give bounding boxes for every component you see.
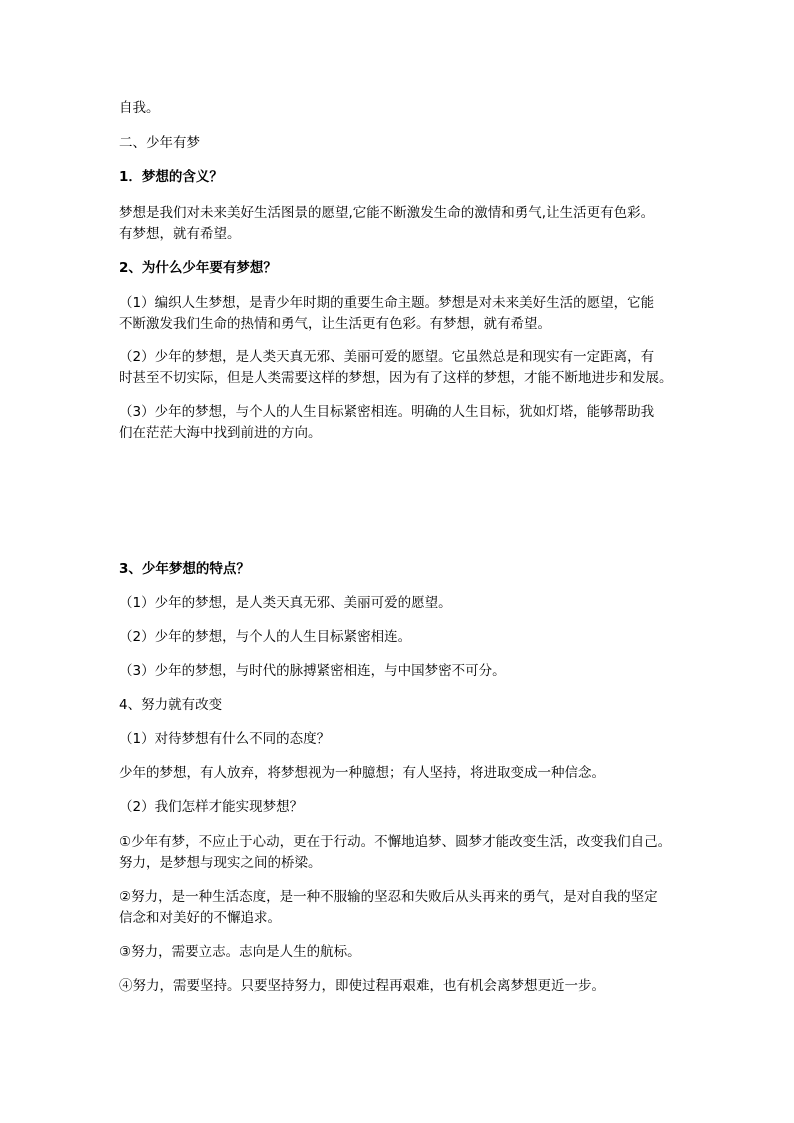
paragraph-line: 时甚至不切实际，但是人类需要这样的梦想，因为有了这样的梦想，才能不断地进步和发展。 (119, 370, 673, 386)
paragraph-line: （1）编织人生梦想，是青少年时期的重要生命主题。梦想是对未来美好生活的愿望，它能 (119, 295, 655, 311)
question-heading: 1．梦想的含义？ (119, 169, 223, 185)
sub-heading: （1）对待梦想有什么不同的态度？ (119, 731, 331, 747)
paragraph-line: 不断激发我们生命的热情和勇气，让生活更有色彩。有梦想，就有希望。 (119, 316, 551, 332)
question-heading: 3、少年梦想的特点？ (119, 561, 250, 577)
question-heading: 2、为什么少年要有梦想？ (119, 260, 277, 276)
paragraph-line: 们在茫茫大海中找到前进的方向。 (119, 425, 322, 441)
paragraph-line: 少年的梦想，有人放弃，将梦想视为一种臆想；有人坚持，将进取变成一种信念。 (119, 765, 605, 781)
paragraph-line: 梦想是我们对未来美好生活图景的愿望,它能不断激发生命的激情和勇气,让生活更有色彩。 (119, 205, 655, 221)
list-item: （2）少年的梦想，与个人的人生目标紧密相连。 (119, 629, 412, 645)
section-heading: 二、少年有梦 (119, 135, 200, 151)
list-item: （1）少年的梦想，是人类天真无邪、美丽可爱的愿望。 (119, 595, 452, 611)
paragraph-line: 有梦想，就有希望。 (119, 226, 241, 242)
paragraph-line: ④努力，需要坚持。只要坚持努力，即使过程再艰难，也有机会离梦想更近一步。 (119, 978, 605, 994)
paragraph-line: ①少年有梦，不应止于心动，更在于行动。不懈地追梦、圆梦才能改变生活，改变我们自己。 (119, 834, 672, 850)
paragraph-line: （3）少年的梦想，与个人的人生目标紧密相连。明确的人生目标，犹如灯塔，能够帮助我 (119, 404, 655, 420)
paragraph-line: 努力，是梦想与现实之间的桥梁。 (119, 855, 322, 871)
paragraph-line: 信念和对美好的不懈追求。 (119, 910, 281, 926)
paragraph-line: ③努力，需要立志。志向是人生的航标。 (119, 944, 361, 960)
intro-line: 自我。 (119, 100, 160, 116)
list-item: （3）少年的梦想，与时代的脉搏紧密相连，与中国梦密不可分。 (119, 663, 506, 679)
sub-heading: （2）我们怎样才能实现梦想？ (119, 799, 304, 815)
paragraph-line: （2）少年的梦想，是人类天真无邪、美丽可爱的愿望。它虽然总是和现实有一定距离，有 (119, 349, 655, 365)
section-heading: 4、努力就有改变 (119, 697, 223, 713)
paragraph-line: ②努力，是一种生活态度，是一种不服输的坚忍和失败后从头再来的勇气，是对自我的坚定 (119, 889, 658, 905)
